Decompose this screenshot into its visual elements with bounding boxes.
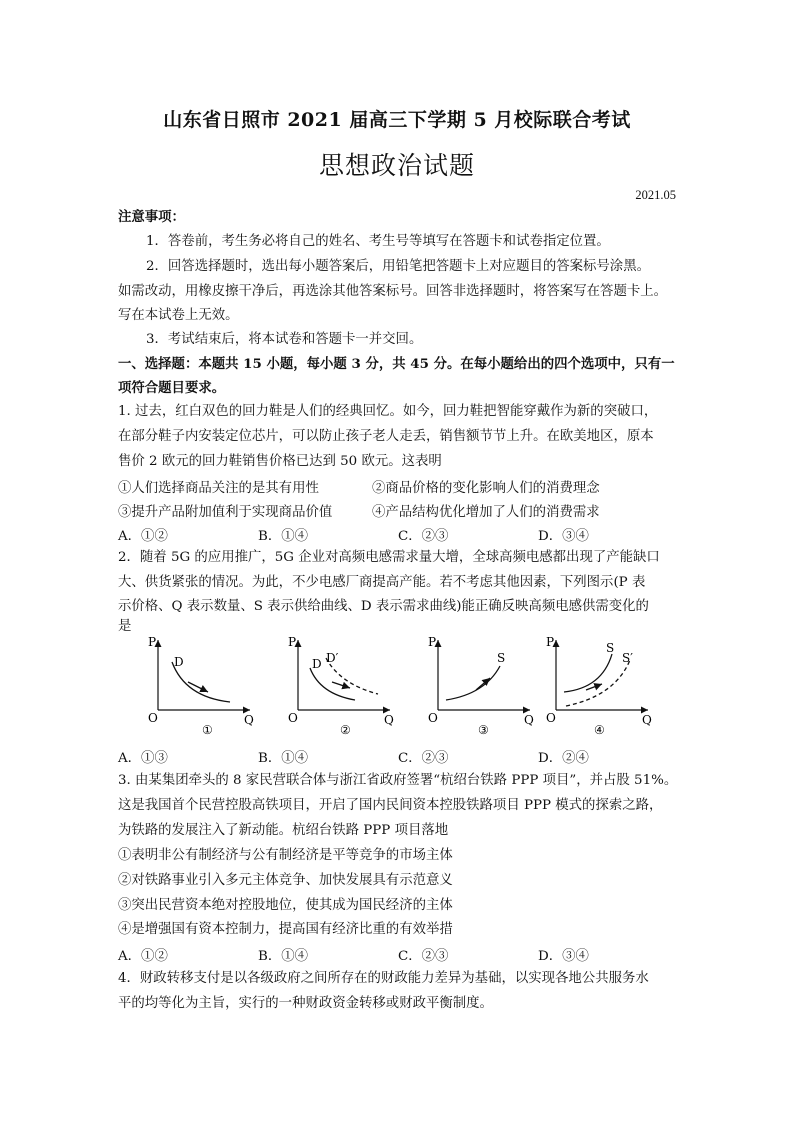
axis-label-p: P [148, 635, 157, 649]
question-1-text: 售价 2 欧元的回力鞋销售价格已达到 50 欧元。这表明 [118, 454, 442, 469]
option-a: A．①② [118, 529, 168, 544]
curve-label: S [497, 651, 506, 665]
axis-label-q: Q [642, 713, 652, 727]
curve-label: D [312, 657, 322, 671]
statement: ①人们选择商品关注的是其有用性 [118, 481, 319, 496]
origin-label: O [428, 711, 438, 725]
notice-item: 2．回答选择题时，选出每小题答案后，用铅笔把答题卡上对应题目的答案标号涂黑。 [146, 259, 650, 274]
graph-3 [428, 635, 534, 737]
exam-subtitle: 思想政治试题 [318, 151, 475, 180]
notice-item: 3．考试结束后，将本试卷和答题卡一并交回。 [146, 332, 423, 347]
option-b: B．①④ [258, 949, 309, 964]
graph-number: ② [340, 723, 351, 737]
question-1-options [118, 525, 678, 543]
question-4-text: 4．财政转移支付是以各级政府之间所存在的财政能力差异为基础，以实现各地公共服务水 [118, 971, 649, 986]
option-c: C．②③ [398, 751, 449, 766]
question-2-text: 大、供货紧张的情况。为此，不少电感厂商提高产能。若不考虑其他因素，下列图示(P 表 [118, 575, 646, 590]
option-c: C．②③ [398, 529, 449, 544]
curve-label: D [174, 655, 184, 669]
curve-label: S′ [622, 651, 633, 665]
statement: ③突出民营资本绝对控股地位，使其成为国民经济的主体 [118, 898, 453, 913]
graph-number: ① [202, 723, 213, 737]
question-2-text: 示价格、Q 表示数量、S 表示供给曲线、D 表示需求曲线)能正确反映高频电感供需变化的 [118, 599, 649, 614]
statement: ④产品结构优化增加了人们的消费需求 [372, 505, 600, 520]
supply-curve [446, 666, 500, 700]
question-1-text: 在部分鞋子内安装定位芯片，可以防止孩子老人走丢，销售额节节上升。在欧美地区，原本 [118, 429, 654, 444]
question-1-statements [118, 501, 678, 519]
curve-label: S [606, 641, 615, 655]
shift-arrow [476, 678, 490, 690]
question-1-statements [118, 477, 678, 495]
graph-number: ③ [478, 723, 489, 737]
notice-item: 如需改动，用橡皮擦干净后，再选涂其他答案标号。回答非选择题时，将答案写在答题卡上。 [118, 284, 668, 299]
origin-label: O [148, 711, 158, 725]
graph-2 [288, 635, 394, 737]
supply-curve [564, 654, 612, 692]
origin-label: O [546, 711, 556, 725]
question-2-text: 2．随着 5G 的应用推广，5G 企业对高频电感需求量大增，全球高频电感都出现了产能缺口 [118, 550, 660, 565]
origin-label: O [288, 711, 298, 725]
statement: ②商品价格的变化影响人们的消费理念 [372, 481, 600, 496]
option-b: B．①④ [258, 529, 309, 544]
axis-label-q: Q [384, 713, 394, 727]
question-3-text: 为铁路的发展注入了新动能。杭绍台铁路 PPP 项目落地 [118, 823, 449, 838]
statement: ①表明非公有制经济与公有制经济是平等竞争的市场主体 [118, 848, 453, 863]
option-d: D．②④ [538, 751, 589, 766]
question-2-text: 是 [118, 619, 132, 634]
exam-date: 2021.05 [635, 188, 676, 202]
graph-1 [148, 635, 254, 737]
curve-label: D′ [326, 651, 339, 665]
statement: ④是增强国有资本控制力，提高国有经济比重的有效举措 [118, 922, 453, 937]
shift-arrow [332, 682, 350, 688]
axis-label-p: P [428, 635, 437, 649]
notice-heading: 注意事项： [118, 209, 185, 225]
question-3-text: 3. 由某集团牵头的 8 家民营联合体与浙江省政府签署“杭绍台铁路 PPP 项目”，并占股 51%。 [118, 773, 678, 788]
question-1-text: 1. 过去，红白双色的回力鞋是人们的经典回忆。如今，回力鞋把智能穿戴作为新的突破口， [118, 404, 658, 419]
option-a: A．①③ [118, 751, 168, 766]
axis-label-p: P [288, 635, 297, 649]
shifted-supply-curve [566, 660, 630, 706]
statement: ②对铁路事业引入多元主体竞争、加快发展具有示范意义 [118, 873, 453, 888]
question-3-options [118, 945, 678, 963]
graph-number: ④ [594, 723, 605, 737]
supply-demand-graphs [140, 632, 660, 742]
question-2-options [118, 747, 678, 765]
question-3-text: 这是我国首个民营控股高铁项目，开启了国内民间资本控股铁路项目 PPP 模式的探索之路， [118, 798, 663, 813]
option-d: D．③④ [538, 529, 589, 544]
option-c: C．②③ [398, 949, 449, 964]
option-b: B．①④ [258, 751, 309, 766]
notice-item: 写在本试卷上无效。 [118, 308, 239, 323]
axis-label-q: Q [244, 713, 254, 727]
option-a: A．①② [118, 949, 168, 964]
statement: ③提升产品附加值利于实现商品价值 [118, 505, 333, 520]
exam-title: 山东省日照市 2021 届高三下学期 5 月校际联合考试 [163, 109, 631, 131]
shift-arrow [188, 682, 208, 692]
notice-item: 1．答卷前，考生务必将自己的姓名、考生号等填写在答题卡和试卷指定位置。 [146, 234, 610, 249]
axis-label-p: P [546, 635, 555, 649]
graph-4 [546, 635, 652, 737]
question-4-text: 平的均等化为主旨，实行的一种财政资金转移或财政平衡制度。 [118, 996, 493, 1011]
section-heading: 一、选择题：本题共 15 小题，每小题 3 分，共 45 分。在每小题给出的四个选项中，只有一 [118, 356, 675, 372]
option-d: D．③④ [538, 949, 589, 964]
axis-label-q: Q [524, 713, 534, 727]
demand-curve [310, 668, 355, 700]
section-heading: 项符合题目要求。 [118, 380, 226, 396]
